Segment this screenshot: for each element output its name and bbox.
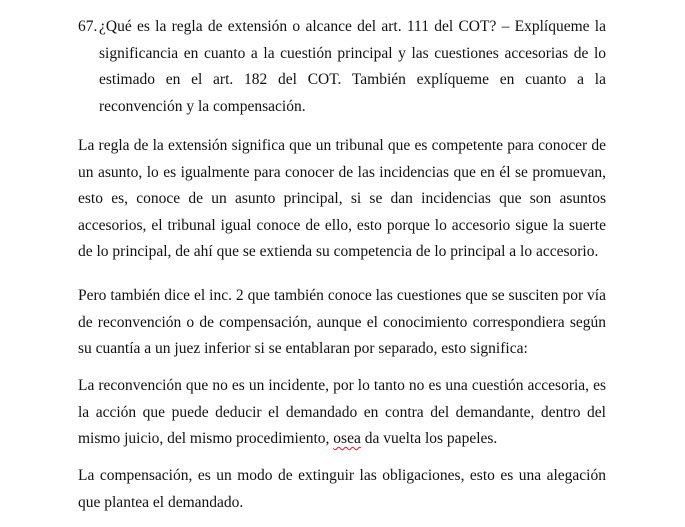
question-text: ¿Qué es la regla de extensión o alcance del art. 111 del COT? – Explíqueme la significancia en cuanto a la cuestión principal y las cuestiones accesorias de lo estimado en el art. 182 del COT. También explíqueme en cuanto a la reconvención y la compensación.	[99, 18, 606, 115]
paragraph-reconvencion	[78, 373, 606, 453]
spellcheck-flagged-word[interactable]: osea	[333, 430, 361, 447]
paragraph-compensacion: La compensación, es un modo de extinguir las obligaciones, esto es una alegación que plantea el demandado.	[78, 467, 606, 511]
question-number: 67.	[78, 18, 98, 35]
reconvencion-text-after: da vuelta los papeles.	[360, 430, 498, 447]
reconvencion-text-before: La reconvención que no es un incidente, por lo tanto no es una cuestión accesoria, es la acción que puede deducir el demandado en contra del demandante, dentro del mismo juicio, del mismo procedimiento,	[78, 377, 606, 447]
paragraph-extension-rule: La regla de la extensión significa que un tribunal que es competente para conocer de un asunto, lo es igualmente para conocer de las incidencias que en él se promuevan, esto es, conoce de un asunto principal, si se dan incidencias que son asuntos accesorios, el tribunal igual conoce de ello, esto porque lo accesorio sigue la suerte de lo principal, de ahí que se extienda su competencia de lo principal a lo accesorio.	[78, 137, 606, 260]
paragraph-inc-2: Pero también dice el inc. 2 que también conoce las cuestiones que se susciten por vía de reconvención o de compensación, aunque el conocimiento correspondiera según su cuantía a un juez inferior si se entablaran por separado, esto significa:	[78, 287, 606, 357]
question-67	[78, 14, 606, 120]
